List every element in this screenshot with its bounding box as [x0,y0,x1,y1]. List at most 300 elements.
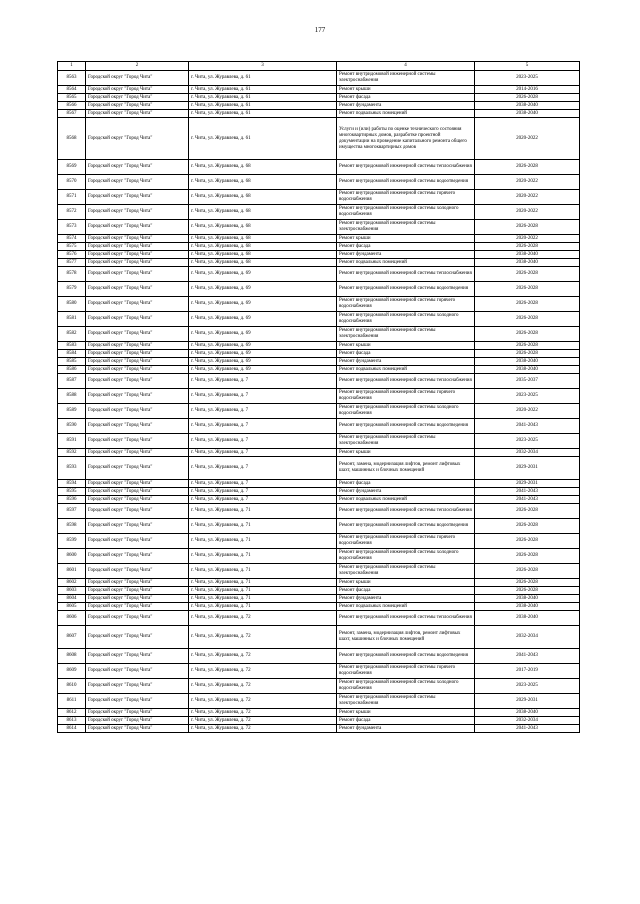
row-municipality: Городской округ "Город Чита" [86,457,189,480]
row-period: 2026-2028 [475,312,580,327]
row-number: 8576 [58,251,86,259]
table-row [58,94,580,102]
row-period: 2041-2043 [475,419,580,434]
row-work-type: Ремонт крыши [337,235,475,243]
row-number: 8602 [58,579,86,587]
row-work-type: Ремонт фундамента [337,595,475,603]
table-row [58,160,580,175]
row-number: 8565 [58,94,86,102]
row-period: 2026-2028 [475,564,580,579]
table-row [58,251,580,259]
row-period: 2020-2022 [475,205,580,220]
row-period: 2026-2028 [475,504,580,519]
row-period: 2041-2043 [475,496,580,504]
row-number: 8563 [58,71,86,86]
table-row [58,243,580,251]
row-work-type: Ремонт фундамента [337,358,475,366]
row-municipality: Городской округ "Город Чита" [86,118,189,160]
table-body [58,71,580,733]
row-work-type: Ремонт внутридомовой инженерной системы электроснабжения [337,694,475,709]
row-number: 8595 [58,488,86,496]
row-work-type: Ремонт внутридомовой инженерной системы теплоснабжения [337,267,475,282]
row-number: 8598 [58,519,86,534]
row-work-type: Ремонт фундамента [337,102,475,110]
row-period: 2041-2043 [475,649,580,664]
row-address: г. Чита, ул. Журавлева, д. 7 [189,488,337,496]
row-number: 8603 [58,587,86,595]
table-row [58,504,580,519]
table-row [58,579,580,587]
row-work-type: Ремонт подвальных помещений [337,110,475,118]
row-number: 8592 [58,449,86,457]
row-municipality: Городской округ "Город Чита" [86,259,189,267]
table-row [58,587,580,595]
row-period: 2029-2031 [475,694,580,709]
row-number: 8599 [58,534,86,549]
row-municipality: Городской округ "Город Чита" [86,374,189,389]
row-number: 8606 [58,611,86,626]
row-address: г. Чита, ул. Журавлева, д. 71 [189,564,337,579]
row-address: г. Чита, ул. Журавлева, д. 68 [189,251,337,259]
row-municipality: Городской округ "Город Чита" [86,579,189,587]
row-address: г. Чита, ул. Журавлева, д. 72 [189,649,337,664]
row-address: г. Чита, ул. Журавлева, д. 7 [189,480,337,488]
row-period: 2026-2028 [475,534,580,549]
row-address: г. Чита, ул. Журавлева, д. 7 [189,419,337,434]
row-period: 2026-2028 [475,160,580,175]
table-row [58,603,580,611]
column-header-2: 2 [86,62,189,71]
row-municipality: Городской округ "Город Чита" [86,243,189,251]
row-municipality: Городской округ "Город Чита" [86,488,189,496]
table-row [58,480,580,488]
row-municipality: Городской округ "Город Чита" [86,251,189,259]
row-municipality: Городской округ "Город Чита" [86,717,189,725]
row-period: 2026-2028 [475,243,580,251]
row-work-type: Ремонт внутридомовой инженерной системы горячего водоснабжения [337,664,475,679]
column-header-3: 3 [189,62,337,71]
row-number: 8611 [58,694,86,709]
row-number: 8585 [58,358,86,366]
row-address: г. Чита, ул. Журавлева, д. 68 [189,190,337,205]
row-address: г. Чита, ул. Журавлева, д. 61 [189,86,337,94]
row-number: 8577 [58,259,86,267]
table-row [58,679,580,694]
row-work-type: Ремонт крыши [337,709,475,717]
row-work-type: Ремонт крыши [337,579,475,587]
row-municipality: Городской округ "Город Чита" [86,358,189,366]
row-number: 8594 [58,480,86,488]
row-number: 8570 [58,175,86,190]
row-number: 8584 [58,350,86,358]
row-number: 8583 [58,342,86,350]
table-row [58,118,580,160]
row-number: 8569 [58,160,86,175]
row-address: г. Чита, ул. Журавлева, д. 71 [189,519,337,534]
row-address: г. Чита, ул. Журавлева, д. 71 [189,595,337,603]
row-municipality: Городской округ "Город Чита" [86,175,189,190]
table-row [58,220,580,235]
row-municipality: Городской округ "Город Чита" [86,102,189,110]
row-period: 2029-2031 [475,480,580,488]
table-row [58,496,580,504]
row-address: г. Чита, ул. Журавлева, д. 69 [189,267,337,282]
table-row [58,366,580,374]
row-period: 2038-2040 [475,251,580,259]
row-municipality: Городской округ "Город Чита" [86,480,189,488]
capital-repair-table [57,61,580,733]
table-row [58,434,580,449]
row-work-type: Ремонт, замена, модернизация лифтов, ремонт лифтовых шахт, машинных и блочных помещений [337,457,475,480]
row-address: г. Чита, ул. Журавлева, д. 72 [189,717,337,725]
row-number: 8610 [58,679,86,694]
row-period: 2020-2022 [475,404,580,419]
row-period: 2020-2022 [475,235,580,243]
row-work-type: Ремонт фасада [337,94,475,102]
table-row [58,534,580,549]
row-period: 2020-2022 [475,190,580,205]
row-municipality: Городской округ "Город Чита" [86,404,189,419]
row-period: 2026-2028 [475,350,580,358]
table-row [58,389,580,404]
table-row [58,175,580,190]
row-number: 8605 [58,603,86,611]
row-number: 8578 [58,267,86,282]
row-address: г. Чита, ул. Журавлева, д. 61 [189,110,337,118]
row-address: г. Чита, ул. Журавлева, д. 71 [189,549,337,564]
row-work-type: Ремонт подвальных помещений [337,496,475,504]
table-row [58,259,580,267]
row-number: 8564 [58,86,86,94]
row-period: 2038-2040 [475,709,580,717]
row-municipality: Городской округ "Город Чита" [86,94,189,102]
row-work-type: Ремонт внутридомовой инженерной системы холодного водоснабжения [337,205,475,220]
row-municipality: Городской округ "Город Чита" [86,327,189,342]
row-address: г. Чита, ул. Журавлева, д. 69 [189,342,337,350]
row-municipality: Городской округ "Город Чита" [86,235,189,243]
row-number: 8588 [58,389,86,404]
row-period: 2023-2025 [475,679,580,694]
row-work-type: Ремонт внутридомовой инженерной системы водоотведения [337,649,475,664]
row-municipality: Городской округ "Город Чита" [86,549,189,564]
row-address: г. Чита, ул. Журавлева, д. 7 [189,434,337,449]
table-row [58,694,580,709]
row-number: 8596 [58,496,86,504]
row-number: 8589 [58,404,86,419]
row-period: 2026-2028 [475,587,580,595]
row-municipality: Городской округ "Город Чита" [86,611,189,626]
table-row [58,297,580,312]
row-period: 2026-2028 [475,94,580,102]
row-period: 2026-2028 [475,549,580,564]
row-municipality: Городской округ "Город Чита" [86,190,189,205]
row-period: 2026-2028 [475,342,580,350]
row-municipality: Городской округ "Город Чита" [86,449,189,457]
row-address: г. Чита, ул. Журавлева, д. 69 [189,350,337,358]
row-work-type: Ремонт фундамента [337,725,475,733]
row-address: г. Чита, ул. Журавлева, д. 61 [189,102,337,110]
row-address: г. Чита, ул. Журавлева, д. 68 [189,259,337,267]
row-address: г. Чита, ул. Журавлева, д. 69 [189,366,337,374]
table-row [58,312,580,327]
row-municipality: Городской округ "Город Чита" [86,366,189,374]
row-address: г. Чита, ул. Журавлева, д. 68 [189,235,337,243]
row-address: г. Чита, ул. Журавлева, д. 72 [189,694,337,709]
row-work-type: Ремонт фасада [337,480,475,488]
row-period: 2032-2034 [475,717,580,725]
table-row [58,649,580,664]
row-period: 2020-2022 [475,175,580,190]
row-address: г. Чита, ул. Журавлева, д. 68 [189,160,337,175]
row-work-type: Ремонт внутридомовой инженерной системы теплоснабжения [337,160,475,175]
row-period: 2026-2028 [475,297,580,312]
row-period: 2032-2034 [475,449,580,457]
table-row [58,449,580,457]
row-number: 8613 [58,717,86,725]
row-municipality: Городской округ "Город Чита" [86,694,189,709]
table-row [58,595,580,603]
row-number: 8566 [58,102,86,110]
row-address: г. Чита, ул. Журавлева, д. 61 [189,118,337,160]
row-municipality: Городской округ "Город Чита" [86,205,189,220]
row-work-type: Ремонт внутридомовой инженерной системы водоотведения [337,175,475,190]
row-number: 8587 [58,374,86,389]
row-period: 2026-2028 [475,220,580,235]
row-municipality: Городской округ "Город Чита" [86,595,189,603]
row-number: 8591 [58,434,86,449]
table-row [58,350,580,358]
row-work-type: Ремонт крыши [337,449,475,457]
row-work-type: Ремонт фундамента [337,251,475,259]
row-period: 2038-2040 [475,595,580,603]
row-municipality: Городской округ "Город Чита" [86,626,189,649]
row-period: 2032-2034 [475,626,580,649]
row-municipality: Городской округ "Город Чита" [86,71,189,86]
row-period: 2038-2040 [475,358,580,366]
row-period: 2038-2040 [475,366,580,374]
row-period: 2038-2040 [475,102,580,110]
row-address: г. Чита, ул. Журавлева, д. 69 [189,358,337,366]
row-work-type: Ремонт внутридомовой инженерной системы электроснабжения [337,71,475,86]
table-row [58,419,580,434]
row-period: 2038-2040 [475,259,580,267]
table-row [58,611,580,626]
table-header-row [58,62,580,71]
row-number: 8575 [58,243,86,251]
row-address: г. Чита, ул. Журавлева, д. 7 [189,457,337,480]
table-row [58,725,580,733]
row-work-type: Ремонт крыши [337,86,475,94]
row-number: 8574 [58,235,86,243]
table-row [58,404,580,419]
table-row [58,374,580,389]
row-work-type: Ремонт, замена, модернизация лифтов, ремонт лифтовых шахт, машинных и блочных помещений [337,626,475,649]
row-municipality: Городской округ "Город Чита" [86,587,189,595]
row-work-type: Ремонт подвальных помещений [337,259,475,267]
table-row [58,327,580,342]
row-number: 8571 [58,190,86,205]
row-municipality: Городской округ "Город Чита" [86,504,189,519]
row-municipality: Городской округ "Город Чита" [86,110,189,118]
row-address: г. Чита, ул. Журавлева, д. 7 [189,389,337,404]
row-address: г. Чита, ул. Журавлева, д. 71 [189,579,337,587]
row-period: 2041-2043 [475,725,580,733]
row-number: 8612 [58,709,86,717]
row-period: 2026-2028 [475,282,580,297]
row-work-type: Ремонт подвальных помещений [337,366,475,374]
row-number: 8614 [58,725,86,733]
row-municipality: Городской округ "Город Чита" [86,679,189,694]
row-address: г. Чита, ул. Журавлева, д. 7 [189,374,337,389]
row-number: 8582 [58,327,86,342]
row-period: 2029-2031 [475,457,580,480]
row-address: г. Чита, ул. Журавлева, д. 72 [189,709,337,717]
row-number: 8573 [58,220,86,235]
row-address: г. Чита, ул. Журавлева, д. 69 [189,282,337,297]
row-address: г. Чита, ул. Журавлева, д. 72 [189,611,337,626]
row-address: г. Чита, ул. Журавлева, д. 68 [189,175,337,190]
row-address: г. Чита, ул. Журавлева, д. 71 [189,534,337,549]
row-period: 2038-2040 [475,603,580,611]
row-period: 2023-2025 [475,389,580,404]
row-period: 2017-2019 [475,664,580,679]
row-municipality: Городской округ "Город Чита" [86,160,189,175]
row-number: 8608 [58,649,86,664]
table-row [58,626,580,649]
table-row [58,110,580,118]
table-row [58,267,580,282]
row-municipality: Городской округ "Город Чита" [86,350,189,358]
row-period: 2035-2037 [475,374,580,389]
table-row [58,190,580,205]
row-address: г. Чита, ул. Журавлева, д. 72 [189,626,337,649]
row-number: 8580 [58,297,86,312]
table-row [58,358,580,366]
row-municipality: Городской округ "Город Чита" [86,220,189,235]
row-municipality: Городской округ "Город Чита" [86,496,189,504]
column-header-1: 1 [58,62,86,71]
row-work-type: Ремонт внутридомовой инженерной системы теплоснабжения [337,504,475,519]
row-municipality: Городской округ "Город Чита" [86,297,189,312]
row-municipality: Городской округ "Город Чита" [86,519,189,534]
row-period: 2023-2025 [475,434,580,449]
row-address: г. Чита, ул. Журавлева, д. 68 [189,243,337,251]
row-work-type: Ремонт фасада [337,587,475,595]
row-number: 8579 [58,282,86,297]
row-work-type: Ремонт внутридомовой инженерной системы горячего водоснабжения [337,297,475,312]
row-municipality: Городской округ "Город Чита" [86,564,189,579]
row-municipality: Городской округ "Город Чита" [86,603,189,611]
row-address: г. Чита, ул. Журавлева, д. 69 [189,312,337,327]
table-row [58,717,580,725]
row-municipality: Городской округ "Город Чита" [86,342,189,350]
row-number: 8590 [58,419,86,434]
page-number: 177 [314,26,326,34]
row-work-type: Ремонт внутридомовой инженерной системы водоотведения [337,419,475,434]
table-row [58,342,580,350]
row-number: 8609 [58,664,86,679]
row-municipality: Городской округ "Город Чита" [86,86,189,94]
row-municipality: Городской округ "Город Чита" [86,649,189,664]
row-work-type: Услуги и (или) работы по оценке технического состояния многоквартирных домов, разработке проектной документации на проведение капитального ремонта общего имущества многоквартирных домов [337,118,475,160]
row-address: г. Чита, ул. Журавлева, д. 68 [189,220,337,235]
row-number: 8607 [58,626,86,649]
row-number: 8604 [58,595,86,603]
row-period: 2020-2022 [475,118,580,160]
table-row [58,564,580,579]
row-period: 2026-2028 [475,267,580,282]
row-period: 2026-2028 [475,579,580,587]
table-row [58,709,580,717]
row-number: 8581 [58,312,86,327]
row-work-type: Ремонт фасада [337,243,475,251]
row-period: 2038-2040 [475,110,580,118]
row-number: 8593 [58,457,86,480]
row-municipality: Городской округ "Город Чита" [86,534,189,549]
table-row [58,205,580,220]
table-row [58,664,580,679]
row-period: 2023-2025 [475,71,580,86]
row-period: 2038-2040 [475,611,580,626]
row-address: г. Чита, ул. Журавлева, д. 7 [189,449,337,457]
row-number: 8600 [58,549,86,564]
row-address: г. Чита, ул. Журавлева, д. 68 [189,205,337,220]
table-row [58,519,580,534]
row-work-type: Ремонт внутридомовой инженерной системы электроснабжения [337,564,475,579]
column-header-4: 4 [337,62,475,71]
row-address: г. Чита, ул. Журавлева, д. 71 [189,603,337,611]
row-address: г. Чита, ул. Журавлева, д. 61 [189,94,337,102]
row-number: 8567 [58,110,86,118]
row-municipality: Городской округ "Город Чита" [86,434,189,449]
row-work-type: Ремонт внутридомовой инженерной системы электроснабжения [337,220,475,235]
row-work-type: Ремонт внутридомовой инженерной системы холодного водоснабжения [337,549,475,564]
row-work-type: Ремонт фундамента [337,488,475,496]
table-row [58,457,580,480]
row-work-type: Ремонт внутридомовой инженерной системы водоотведения [337,519,475,534]
row-number: 8572 [58,205,86,220]
row-number: 8601 [58,564,86,579]
row-municipality: Городской округ "Город Чита" [86,312,189,327]
row-address: г. Чита, ул. Журавлева, д. 72 [189,725,337,733]
row-address: г. Чита, ул. Журавлева, д. 69 [189,327,337,342]
row-address: г. Чита, ул. Журавлева, д. 71 [189,587,337,595]
row-work-type: Ремонт внутридомовой инженерной системы холодного водоснабжения [337,679,475,694]
row-municipality: Городской округ "Город Чита" [86,389,189,404]
row-work-type: Ремонт внутридомовой инженерной системы холодного водоснабжения [337,404,475,419]
table-row [58,86,580,94]
table-row [58,71,580,86]
row-work-type: Ремонт внутридомовой инженерной системы электроснабжения [337,434,475,449]
row-work-type: Ремонт внутридомовой инженерной системы горячего водоснабжения [337,389,475,404]
column-header-5: 5 [475,62,580,71]
row-work-type: Ремонт внутридомовой инженерной системы теплоснабжения [337,611,475,626]
row-work-type: Ремонт внутридомовой инженерной системы горячего водоснабжения [337,534,475,549]
row-work-type: Ремонт внутридомовой инженерной системы электроснабжения [337,327,475,342]
row-address: г. Чита, ул. Журавлева, д. 69 [189,297,337,312]
row-address: г. Чита, ул. Журавлева, д. 71 [189,504,337,519]
row-municipality: Городской округ "Город Чита" [86,419,189,434]
row-municipality: Городской округ "Город Чита" [86,725,189,733]
row-work-type: Ремонт внутридомовой инженерной системы холодного водоснабжения [337,312,475,327]
row-work-type: Ремонт фасада [337,350,475,358]
row-municipality: Городской округ "Город Чита" [86,664,189,679]
row-period: 2026-2028 [475,519,580,534]
row-work-type: Ремонт внутридомовой инженерной системы водоотведения [337,282,475,297]
row-work-type: Ремонт внутридомовой инженерной системы теплоснабжения [337,374,475,389]
table-row [58,102,580,110]
row-address: г. Чита, ул. Журавлева, д. 72 [189,664,337,679]
